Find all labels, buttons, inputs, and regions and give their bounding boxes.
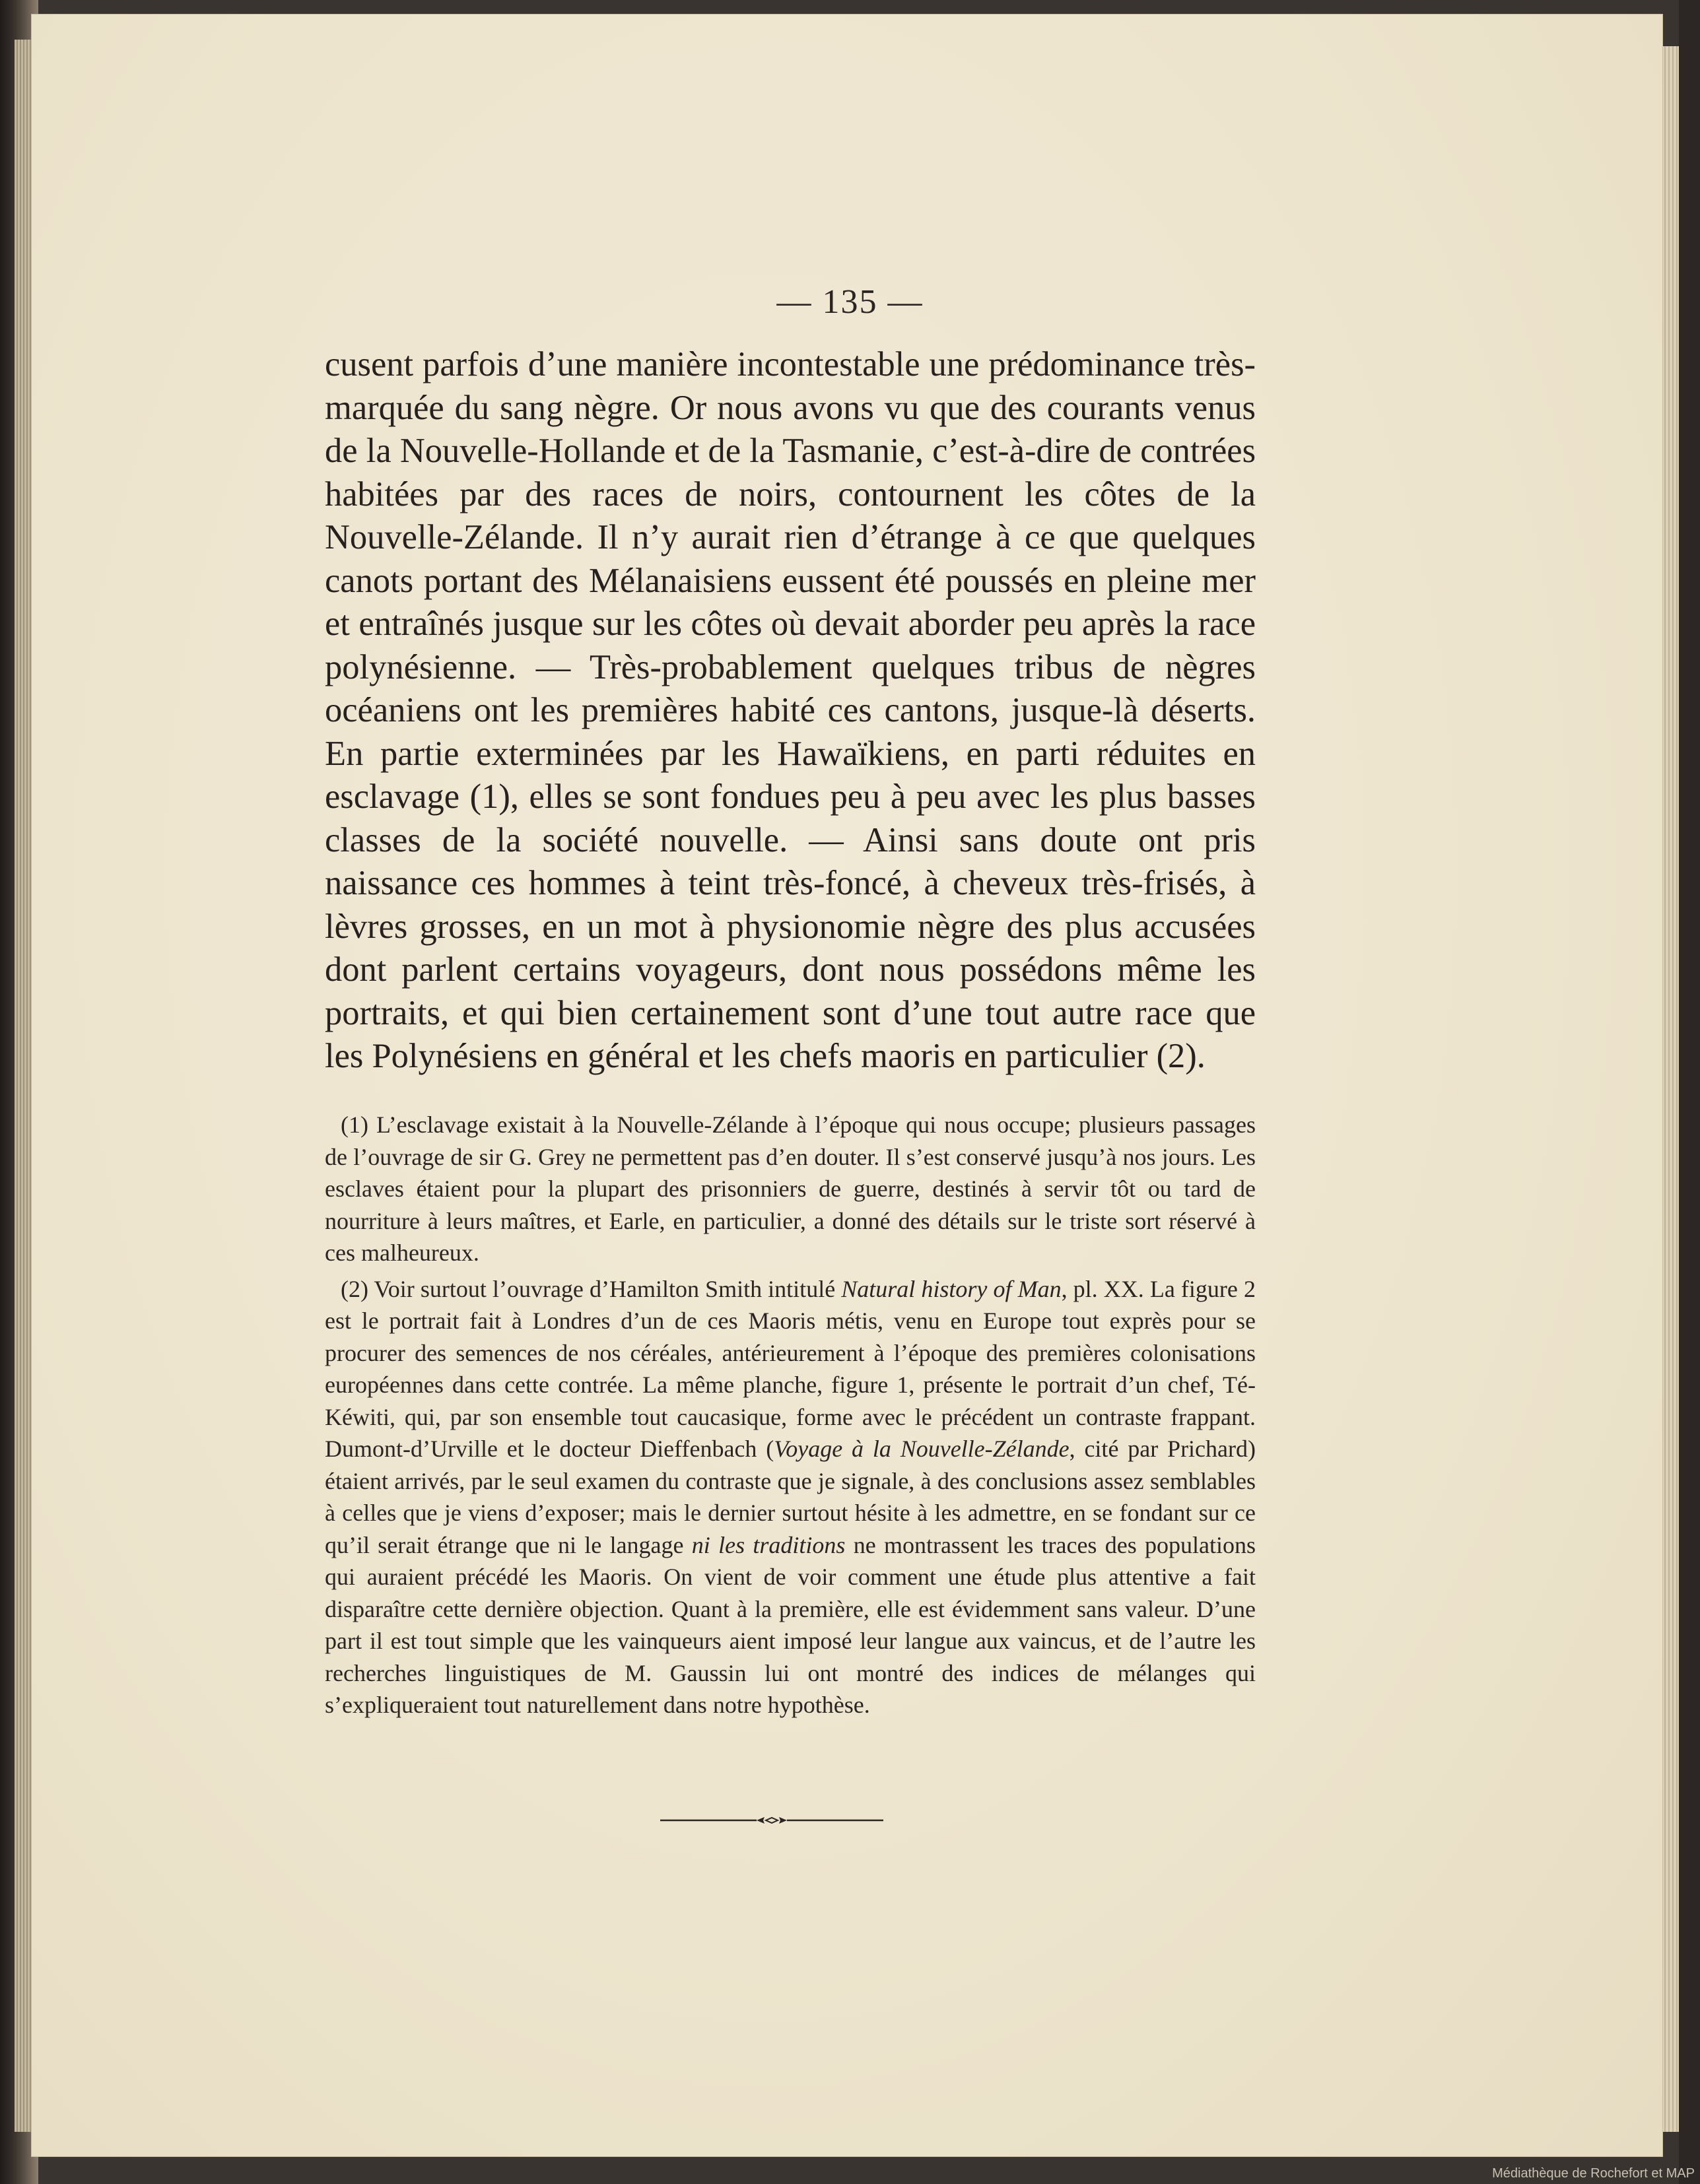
footnote-2-text-b: , pl. XX. La figure 2 est le portrait fait à Londres d’un de ces Maoris métis, venu en Europe tout exprès pour se procurer des semences de nos céréales, antérieurement à l’époque des premières colonisations européennes dans cette contrée. La même planche, figure 1, présente le portrait d’un chef, Té-Kéwiti, qui, par son ensemble tout caucasique, forme avec le précédent un contraste frappant. Dumont-d’Urville et le docteur Dieffenbach ( — [325, 1275, 1256, 1462]
footnote-2 — [325, 1273, 1256, 1721]
main-paragraph: cusent parfois d’une manière incontestable une prédominance très-marquée du sang nègre. Or nous avons vu que des courants venus de la Nouvelle-Hollande et de la Tasmanie, c’est-à-dire de contrées habitées par des races de noirs, contournent les côtes de la Nouvelle-Zélande. Il n’y aurait rien d’étrange à ce que quelques canots portant des Mélanaisiens eussent été poussés en pleine mer et entraînés jusque sur les côtes où devait aborder peu après la race polynésienne. — Très-probablement quelques tribus de nègres océaniens ont les premières habité ces cantons, jusque-là déserts. En partie exterminées par les Hawaïkiens, en parti réduites en esclavage (1), elles se sont fondues peu à peu avec les plus basses classes de la société nouvelle. — Ainsi sans doute ont pris naissance ces hommes à teint très-foncé, à cheveux très-frisés, à lèvres grosses, en un mot à physionomie nègre des plus accusées dont parlent certains voyageurs, dont nous possédons même les portraits, et qui bien certainement sont d’une tout autre race que les Polynésiens en général et les chefs maoris en particulier (2). — [325, 345, 1256, 1075]
footnote-2-text-c: , cité par Prichard) étaient arrivés, par le seul examen du contraste que je signale, à des conclusions assez semblables à celles que je viens d’exposer; mais le dernier surtout hésite à les admettre, en se fondant sur ce qu’il serait étrange que ni le langage — [325, 1436, 1256, 1558]
footnote-2-text-d: ne montrassent les traces des populations qui auraient précédé les Maoris. On vient de voir comment une étude plus attentive a fait disparaître cette dernière objection. Quant à la première, elle est évidemment sans valeur. D’une part il est tout simple que les vainqueurs aient imposé leur langue aux vaincus, et de l’autre les recherches linguistiques de M. Gaussin lui ont montré des indices de mélanges qui s’expliqueraient tout naturellement dans notre hypothèse. — [325, 1531, 1256, 1718]
footnote-2-title-voyage: Voyage à la Nouvelle-Zélande — [774, 1436, 1070, 1462]
scan-background-right — [1679, 0, 1700, 2184]
footnote-2-emphasis: ni les traditions — [691, 1531, 846, 1558]
footnote-1: (1) L’esclavage existait à la Nouvelle-Zélande à l’époque qui nous occupe; plusieurs passages de l’ouvrage de sir G. Grey ne permettent pas d’en douter. Il s’est conservé jusqu’à nos jours. Les esclaves étaient pour la plupart des prisonniers de guerre, destinés à servir tôt ou tard de nourriture à leurs maîtres, et Earle, en particulier, a donné des détails sur le triste sort réservé à ces malheureux. — [325, 1111, 1256, 1266]
book-page — [32, 15, 1662, 2156]
page-number: — 135 — — [776, 283, 924, 321]
main-text — [325, 343, 1256, 1078]
footnote-2-title-natural-history: Natural history of Man — [841, 1275, 1062, 1302]
ornament-divider-icon — [660, 1816, 883, 1824]
footnotes — [325, 1109, 1256, 1721]
footnote-2-text-a: (2) Voir surtout l’ouvrage d’Hamilton Smith intitulé — [341, 1275, 842, 1302]
scan-credit: Médiathèque de Rochefort et MAP — [1492, 2166, 1695, 2181]
